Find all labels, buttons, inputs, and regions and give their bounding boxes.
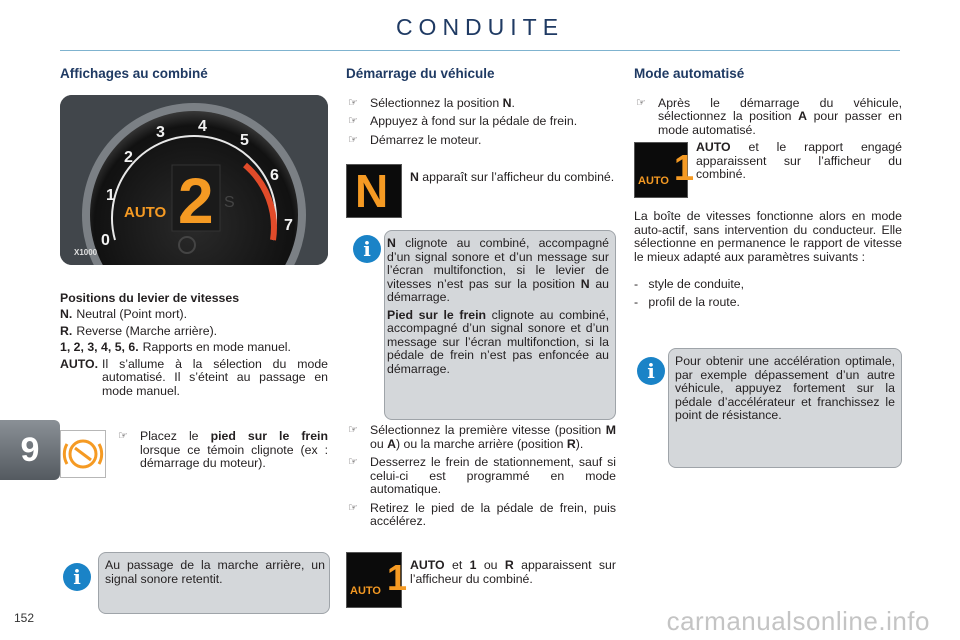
bullet-pointer-icon: ☞: [636, 96, 646, 109]
position-row: [60, 358, 328, 399]
dial-tick-5: 5: [240, 132, 249, 149]
section-title-start: Démarrage du véhicule: [346, 66, 495, 81]
info-icon: i: [637, 357, 665, 385]
display-n-glyph: N: [355, 165, 389, 217]
dial-scale: X1000: [74, 248, 98, 257]
position-value: Reverse (Marche arrière).: [76, 323, 218, 338]
column-auto-mode: [634, 60, 902, 422]
bullet-item: ☞ Appuyez à fond sur la pédale de frein.: [348, 114, 578, 128]
display-auto-label: AUTO: [638, 175, 669, 187]
dial-mode-label: AUTO: [124, 204, 167, 221]
section-title-display: Affichages au combiné: [60, 66, 208, 81]
watermark: carmanualsonline.info: [666, 606, 930, 636]
brake-warning-icon: [61, 431, 105, 477]
info-text-acceleration: Pour obtenir une accélération optimale, par exemple dépassement d’un autre véhicule, appuyez fortement sur la pédale d’accélérateur et franchissez le point de résistance.: [675, 354, 895, 422]
position-row: [60, 341, 328, 355]
bullet-pointer-icon: ☞: [348, 96, 358, 109]
positions-title: Positions du levier de vitesses: [60, 291, 240, 305]
bullet-item: ☞ Placez le pied sur le frein lorsque ce témoin clignote (ex : démarrage du moteur).: [118, 429, 328, 470]
bullet-item: ☞ Après le démarrage du véhicule, sélectionnez la position A pour passer en mode automatisé.: [636, 95, 902, 137]
bullet-item: ☞ Desserrez le frein de stationnement, sauf si celui-ci est programmé en mode automatique.: [348, 455, 616, 496]
position-value: Il s’allume à la sélection du mode automatisé. Il s’éteint au passage en mode manuel.: [102, 356, 328, 398]
info-box-start: [363, 230, 616, 420]
display-n-caption: N apparaît sur l’afficheur du combiné.: [410, 170, 615, 184]
bullet-item: ☞ Retirez le pied de la pédale de frein, puis accélérez.: [348, 500, 616, 528]
tachometer-image: [60, 95, 328, 265]
section-title-auto-mode: Mode automatisé: [634, 66, 745, 81]
dial-tick-2: 2: [124, 149, 133, 166]
info-start-p2: Pied sur le frein clignote au combiné, accompagné d’un signal sonore et d’un message sur l’écran multifonction, si la pédale de frein n’est pas enfoncée au démarrage.: [387, 307, 609, 376]
display-n: [346, 164, 402, 218]
position-key: N.: [60, 307, 73, 321]
dial-tick-0: 0: [101, 232, 110, 249]
display-auto: [634, 142, 695, 198]
dial-tick-7: 7: [284, 217, 293, 234]
info-icon: i: [63, 563, 91, 591]
dial-tick-4: 4: [198, 118, 207, 135]
position-value: Neutral (Point mort).: [76, 307, 188, 321]
bullet-item: ☞ Démarrez le moteur.: [348, 132, 482, 147]
display-auto1: [346, 552, 408, 608]
display-auto-caption: AUTO et le rapport engagé apparaissent sur l’afficheur du combiné.: [696, 140, 902, 181]
display-auto-digit: 1: [674, 147, 695, 188]
info-text-reverse: Au passage de la marche arrière, un signal sonore retentit.: [105, 558, 325, 586]
bullet-pointer-icon: ☞: [348, 424, 358, 436]
page-number: 152: [14, 611, 35, 625]
position-key: AUTO.: [60, 356, 99, 371]
parameters-list: [634, 278, 902, 313]
column-start: [346, 60, 616, 598]
brake-warning-instruction: [116, 430, 328, 476]
tachometer-svg: [60, 95, 328, 265]
positions-list: [60, 308, 328, 401]
position-key: 1, 2, 3, 4, 5, 6.: [60, 340, 139, 354]
bullet-pointer-icon: ☞: [348, 133, 358, 146]
page-title: CONDUITE: [395, 14, 565, 40]
position-row: [60, 325, 328, 339]
info-box-acceleration: [647, 348, 902, 468]
dial-suffix: S: [224, 194, 235, 211]
bullet-pointer-icon: ☞: [118, 430, 128, 442]
list-item: - profil de la route.: [634, 294, 740, 309]
info-icon: i: [353, 235, 381, 263]
column-display: [60, 60, 328, 589]
bullet-item: ☞ Sélectionnez la première vitesse (position M ou A) ou la marche arrière (position R).: [348, 423, 616, 451]
display-auto1-caption: AUTO et 1 ou R apparaissent sur l’afficheur du combiné.: [410, 558, 616, 586]
dial-tick-6: 6: [270, 167, 279, 184]
position-value: Rapports en mode manuel.: [142, 340, 291, 354]
header-divider: [60, 50, 900, 51]
dial-tick-1: 1: [106, 187, 115, 204]
display-auto1-digit: 1: [387, 557, 408, 598]
position-row: [60, 308, 328, 322]
bullet-pointer-icon: ☞: [348, 456, 358, 468]
auto-mode-paragraph: La boîte de vitesses fonctionne alors en mode auto-actif, sans intervention du conducteur. Elle sélectionne en permanence le rapport de vitesse le mieux adapté aux paramètres suivants :: [634, 209, 902, 264]
list-item: - style de conduite,: [634, 277, 745, 291]
info-start-p1: N clignote au combiné, accompagné d’un signal sonore et d’un message sur l’écran multifonction, si le levier de vitesses n’est pas sur la position N au démarrage.: [387, 236, 609, 304]
dial-gear-digit: 2: [178, 165, 214, 237]
bullet-item: ☞ Sélectionnez la position N.: [348, 95, 515, 110]
chapter-tab: 9: [0, 420, 60, 480]
display-auto1-label: AUTO: [350, 585, 381, 597]
bullet-pointer-icon: ☞: [348, 115, 358, 127]
bullet-pointer-icon: ☞: [348, 501, 358, 514]
position-key: R.: [60, 323, 73, 338]
dial-tick-3: 3: [156, 124, 165, 141]
info-box-reverse: [73, 552, 330, 614]
brake-warning-icon-box: [60, 430, 106, 478]
